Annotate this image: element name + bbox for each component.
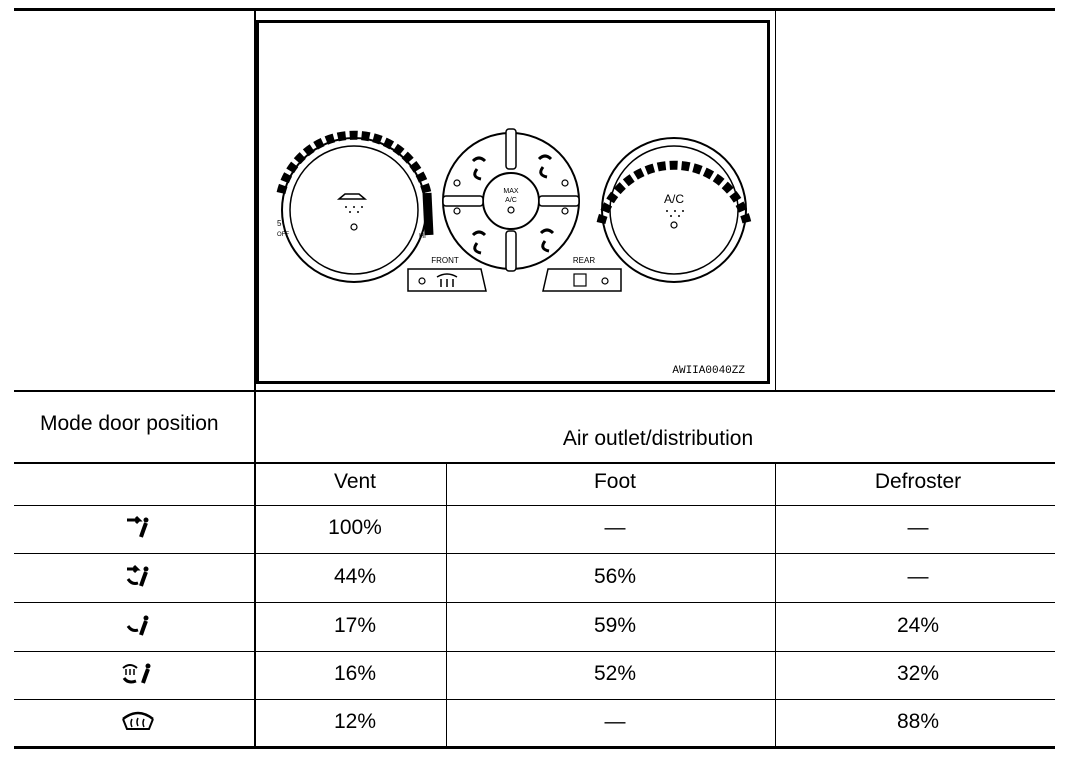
svg-text:FRONT: FRONT	[431, 256, 459, 265]
fan-speed-dial	[277, 135, 429, 282]
svg-text:REAR: REAR	[572, 256, 596, 265]
table-cell-foot: —	[604, 516, 626, 539]
control-panel-figure	[256, 20, 770, 384]
column-header-defroster: Defroster	[874, 470, 962, 493]
table-cell-defroster: 24%	[896, 614, 940, 637]
table-cell-foot: 59%	[593, 614, 637, 637]
table-cell-foot: —	[604, 710, 626, 733]
svg-text:OFF: OFF	[277, 232, 289, 238]
defrost-mode-icon	[120, 709, 156, 735]
table-cell-defroster: 88%	[896, 710, 940, 733]
table-cell-defroster: 32%	[896, 662, 940, 685]
temperature-dial	[601, 138, 747, 282]
foot-mode-icon	[124, 612, 154, 638]
svg-text:A/C: A/C	[663, 192, 685, 206]
group-header: Air outlet/distribution	[562, 427, 754, 450]
table-top-border	[14, 8, 1055, 11]
svg-text:MAX: MAX	[503, 188, 519, 195]
table-bottom-border	[14, 746, 1055, 749]
bi-level-mode-icon	[124, 563, 154, 589]
mode-dial	[443, 129, 579, 271]
column-header-foot: Foot	[593, 470, 637, 493]
table-cell-foot: 56%	[593, 565, 637, 588]
rear-defrost-button	[543, 256, 621, 291]
table-cell-defroster: —	[907, 516, 929, 539]
table-cell-vent: 44%	[333, 565, 377, 588]
table-cell-vent: 12%	[333, 710, 377, 733]
svg-text:5: 5	[277, 219, 282, 228]
row-rule-4	[14, 699, 1055, 700]
svg-text:A/C: A/C	[505, 197, 517, 204]
control-panel-drawing	[259, 23, 767, 381]
column-divider-3-lower	[775, 463, 776, 748]
table-cell-vent: 16%	[333, 662, 377, 685]
row-rule-2	[14, 602, 1055, 603]
header-rule	[14, 462, 1055, 464]
vent-mode-icon	[124, 514, 154, 540]
column-header-rule	[14, 505, 1055, 506]
row-rule-3	[14, 651, 1055, 652]
row-rule-1	[14, 553, 1055, 554]
front-defrost-button	[408, 256, 486, 291]
row-header: Mode door position	[40, 412, 219, 435]
column-divider-2	[446, 463, 447, 748]
table-cell-foot: 52%	[593, 662, 637, 685]
figure-code: AWIIA0040ZZ	[672, 365, 745, 377]
column-header-vent: Vent	[333, 470, 377, 493]
table-cell-vent: 17%	[333, 614, 377, 637]
foot-defrost-mode-icon	[120, 660, 156, 686]
table-cell-vent: 100%	[328, 516, 382, 539]
figure-bottom-rule	[14, 390, 1055, 392]
column-divider-3	[775, 10, 776, 391]
table-cell-defroster: —	[907, 565, 929, 588]
svg-text:HI: HI	[419, 233, 426, 240]
